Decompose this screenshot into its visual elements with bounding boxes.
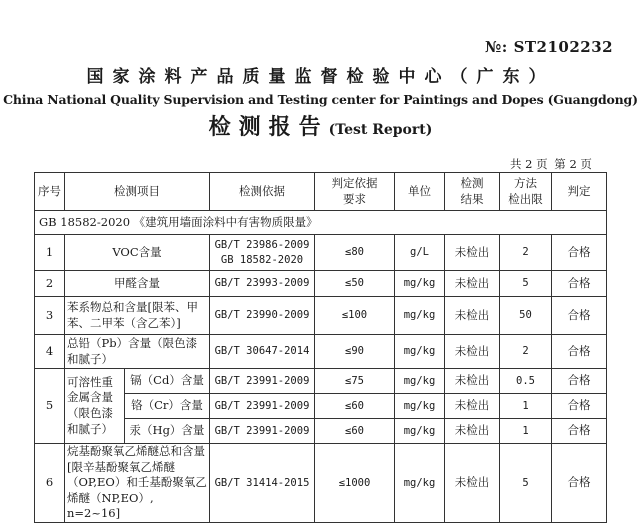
row-verdict: 合格 — [552, 394, 607, 419]
row-limit: 1 — [500, 419, 552, 444]
row-basis: GB/T 23993-2009 — [210, 271, 315, 297]
row-item: 烷基酚聚氧乙烯醚总和含量[限辛基酚聚氧乙烯醚（OP,EO）和壬基酚聚氧乙烯醚（NP,EO）, n=2~16] — [65, 444, 210, 523]
header-result: 检测 结果 — [445, 173, 500, 211]
row-item: VOC含量 — [65, 235, 210, 271]
test-results-table — [34, 172, 607, 523]
row-item: 甲醛含量 — [65, 271, 210, 297]
row-limit: 50 — [500, 297, 552, 335]
header-no: 序号 — [35, 173, 65, 211]
row-result: 未检出 — [445, 419, 500, 444]
organization-name-cn: 国家涂料产品质量监督检验中心（广东） — [86, 67, 555, 87]
table-row — [35, 335, 607, 369]
report-number: №: ST2102232 — [485, 38, 614, 56]
row-requirement: ≤50 — [315, 271, 395, 297]
header-basis: 检测依据 — [210, 173, 315, 211]
row-basis: GB/T 23991-2009 — [210, 394, 315, 419]
page-current: 第 2 页 — [554, 157, 592, 171]
row-no: 5 — [35, 369, 65, 444]
row-basis: GB/T 23991-2009 — [210, 419, 315, 444]
row-basis: GB/T 23986-2009 GB 18582-2020 — [210, 235, 315, 271]
row-sub-item: 汞（Hg）含量 — [125, 419, 210, 444]
row-unit: mg/kg — [395, 394, 445, 419]
page-indicator — [510, 156, 595, 172]
row-limit: 2 — [500, 335, 552, 369]
row-result: 未检出 — [445, 335, 500, 369]
row-no: 3 — [35, 297, 65, 335]
row-requirement: ≤90 — [315, 335, 395, 369]
table-row — [35, 271, 607, 297]
row-limit: 5 — [500, 444, 552, 523]
table-row — [35, 235, 607, 271]
row-result: 未检出 — [445, 444, 500, 523]
standard-title: GB 18582-2020 《建筑用墙面涂料中有害物质限量》 — [35, 211, 607, 235]
row-group-item: 可溶性重金属含量（限色漆和腻子） — [65, 369, 125, 444]
table-row — [35, 297, 607, 335]
header-limit: 方法 检出限 — [500, 173, 552, 211]
row-unit: g/L — [395, 235, 445, 271]
row-basis: GB/T 31414-2015 — [210, 444, 315, 523]
row-verdict: 合格 — [552, 271, 607, 297]
row-unit: mg/kg — [395, 419, 445, 444]
row-sub-item: 镉（Cd）含量 — [125, 369, 210, 394]
row-verdict: 合格 — [552, 235, 607, 271]
row-result: 未检出 — [445, 297, 500, 335]
header-verdict: 判定 — [552, 173, 607, 211]
row-unit: mg/kg — [395, 271, 445, 297]
row-requirement: ≤80 — [315, 235, 395, 271]
row-requirement: ≤60 — [315, 419, 395, 444]
row-result: 未检出 — [445, 369, 500, 394]
report-title — [0, 110, 641, 141]
table-row — [35, 444, 607, 523]
row-verdict: 合格 — [552, 369, 607, 394]
row-requirement: ≤75 — [315, 369, 395, 394]
row-basis: GB/T 23991-2009 — [210, 369, 315, 394]
row-requirement: ≤1000 — [315, 444, 395, 523]
header-requirement: 判定依据 要求 — [315, 173, 395, 211]
row-no: 2 — [35, 271, 65, 297]
table-row — [35, 369, 607, 394]
row-verdict: 合格 — [552, 419, 607, 444]
row-result: 未检出 — [445, 271, 500, 297]
row-sub-item: 铬（Cr）含量 — [125, 394, 210, 419]
row-limit: 5 — [500, 271, 552, 297]
table-header-row — [35, 173, 607, 211]
row-unit: mg/kg — [395, 444, 445, 523]
row-requirement: ≤100 — [315, 297, 395, 335]
row-unit: mg/kg — [395, 335, 445, 369]
row-limit: 1 — [500, 394, 552, 419]
title-cn: 检测报告 — [208, 114, 329, 140]
title-en: (Test Report) — [328, 122, 433, 138]
row-basis: GB/T 30647-2014 — [210, 335, 315, 369]
row-item: 总铅（Pb）含量（限色漆和腻子） — [65, 335, 210, 369]
row-verdict: 合格 — [552, 444, 607, 523]
row-limit: 2 — [500, 235, 552, 271]
row-no: 4 — [35, 335, 65, 369]
row-verdict: 合格 — [552, 297, 607, 335]
row-limit: 0.5 — [500, 369, 552, 394]
row-item: 苯系物总和含量[限苯、甲苯、二甲苯（含乙苯）] — [65, 297, 210, 335]
row-verdict: 合格 — [552, 335, 607, 369]
row-no: 6 — [35, 444, 65, 523]
header-item: 检测项目 — [65, 173, 210, 211]
organization-name-en: China National Quality Supervision and Testing center for Paintings and Dopes (Guangdong) — [3, 92, 638, 107]
row-result: 未检出 — [445, 235, 500, 271]
page-total: 共 2 页 — [510, 157, 548, 171]
row-result: 未检出 — [445, 394, 500, 419]
row-unit: mg/kg — [395, 297, 445, 335]
header-unit: 单位 — [395, 173, 445, 211]
row-unit: mg/kg — [395, 369, 445, 394]
row-no: 1 — [35, 235, 65, 271]
standard-row — [35, 211, 607, 235]
row-basis: GB/T 23990-2009 — [210, 297, 315, 335]
row-requirement: ≤60 — [315, 394, 395, 419]
